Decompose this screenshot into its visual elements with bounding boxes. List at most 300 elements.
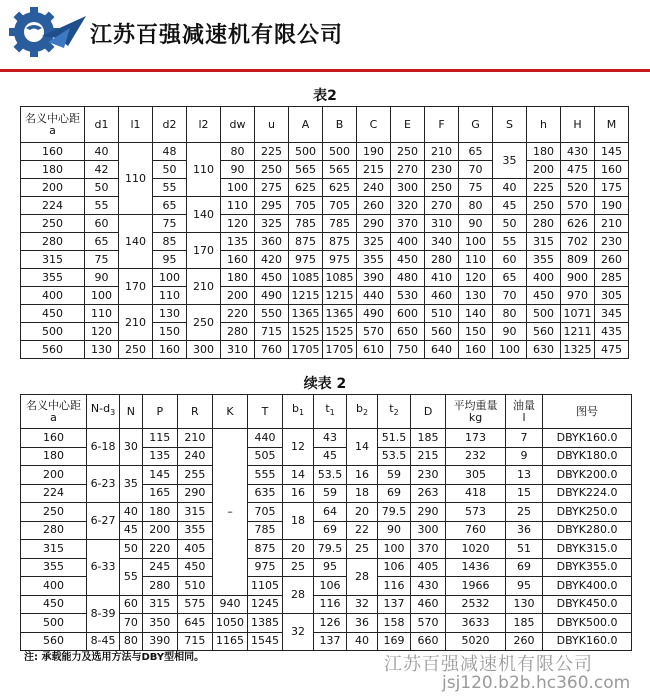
table-cell: 340: [425, 233, 459, 251]
table-cell: 250: [391, 143, 425, 161]
table-cell: DBYK400.0: [543, 577, 632, 596]
table-cell: 180: [142, 503, 177, 522]
table-cell: 170: [119, 269, 153, 305]
table-row: [21, 143, 650, 161]
table-cell: 190: [595, 197, 629, 215]
table-cell: 70: [459, 161, 493, 179]
header-cell-text: t: [325, 402, 330, 416]
table-cell: 220: [221, 305, 255, 323]
table-cell: 1525: [289, 323, 323, 341]
table-cell: 110: [153, 287, 187, 305]
header-cell-text: 2: [362, 408, 369, 418]
table-cell: 215: [411, 447, 446, 466]
table-cell: 55: [120, 558, 143, 595]
header-cell: E: [391, 107, 425, 143]
header-cell: A: [289, 107, 323, 143]
table-cell: 760: [255, 341, 289, 359]
table-cell: 13: [505, 466, 542, 485]
table-cell: 400: [21, 287, 85, 305]
table-cell: 440: [357, 287, 391, 305]
table-cell: 106: [378, 558, 411, 577]
table-cell: 400: [391, 233, 425, 251]
table-cell: 36: [347, 614, 378, 633]
table-cell: 36: [505, 521, 542, 540]
table-cell: 430: [411, 577, 446, 596]
table-cell: 625: [289, 179, 323, 197]
table-cell: DBYK355.0: [543, 558, 632, 577]
table-cell: 220: [142, 540, 177, 559]
table-cell: 200: [21, 179, 85, 197]
header-cell: [505, 395, 542, 429]
table-cell: 137: [314, 632, 347, 651]
header-cell-text: 2: [393, 408, 399, 418]
table-cell: 450: [177, 558, 212, 577]
table-cell: 490: [357, 305, 391, 323]
table-cell: 280: [21, 233, 85, 251]
table-cell: 500: [323, 143, 357, 161]
table-cell: 55: [493, 233, 527, 251]
table-cell: 16: [347, 466, 378, 485]
table2-specs: [20, 394, 632, 651]
table-row: [21, 305, 650, 323]
table-cell: 180: [21, 161, 85, 179]
table-cell: 1165: [212, 632, 247, 651]
table-cell: 705: [248, 503, 283, 522]
table-cell: 65: [459, 143, 493, 161]
table-cell: 460: [411, 595, 446, 614]
table-cell: 65: [85, 233, 119, 251]
table-cell: 175: [595, 179, 629, 197]
table-cell: 25: [283, 558, 314, 577]
header-cell: u: [255, 107, 289, 143]
table-cell: DBYK315.0: [543, 540, 632, 559]
table-cell: 90: [378, 521, 411, 540]
table-cell: 610: [357, 341, 391, 359]
table-cell: 270: [391, 161, 425, 179]
header-cell: [87, 395, 120, 429]
table-cell: 345: [595, 305, 629, 323]
table-cell: 635: [248, 484, 283, 503]
table-cell: 116: [378, 577, 411, 596]
table-cell: 210: [595, 215, 629, 233]
header-cell-text: N-d: [90, 402, 111, 416]
header-cell: d1: [85, 107, 119, 143]
header-cell: C: [357, 107, 391, 143]
header-cell: [446, 395, 506, 429]
table-cell: 90: [85, 269, 119, 287]
table-cell: 245: [142, 558, 177, 577]
table-cell: 702: [561, 233, 595, 251]
table-cell: 1365: [323, 305, 357, 323]
table-cell: 360: [255, 233, 289, 251]
table-cell: 240: [177, 447, 212, 466]
table-cell: 355: [21, 558, 87, 577]
table-cell: 40: [493, 179, 527, 197]
table-cell: 169: [378, 632, 411, 651]
table-cell: 5020: [446, 632, 506, 651]
table-cell: 760: [446, 521, 506, 540]
header-cell: F: [425, 107, 459, 143]
table-cell: 130: [85, 341, 119, 359]
header-cell: M: [595, 107, 629, 143]
table-cell: 560: [21, 632, 87, 651]
table-cell: 405: [411, 558, 446, 577]
header-cell: S: [493, 107, 527, 143]
table-cell: 255: [177, 466, 212, 485]
table-cell: 280: [221, 323, 255, 341]
table-cell: 18: [347, 484, 378, 503]
table-cell: 165: [142, 484, 177, 503]
table-cell: 40: [85, 143, 119, 161]
header-cell: d2: [153, 107, 187, 143]
header-cell: 图号: [543, 395, 632, 429]
table-cell: 20: [347, 503, 378, 522]
table-cell: 20: [283, 540, 314, 559]
table-cell: 6-23: [87, 466, 120, 503]
table-cell: 3633: [446, 614, 506, 633]
header-cell: l1: [119, 107, 153, 143]
table-cell: 32: [347, 595, 378, 614]
table-cell: 50: [153, 161, 187, 179]
table-cell: 315: [177, 503, 212, 522]
table-cell: 410: [425, 269, 459, 287]
header-cell: [21, 395, 87, 429]
table-cell: 1085: [289, 269, 323, 287]
table-cell: 59: [314, 484, 347, 503]
table-cell: 300: [391, 179, 425, 197]
table-cell: 100: [85, 287, 119, 305]
table-row: [21, 341, 650, 359]
table-cell: 310: [221, 341, 255, 359]
table-cell: 520: [561, 179, 595, 197]
table-cell: 100: [153, 269, 187, 287]
table-cell: 975: [248, 558, 283, 577]
table-cell: DBYK200.0: [543, 466, 632, 485]
table-row: [21, 233, 650, 251]
table-cell: 418: [446, 484, 506, 503]
table-cell: 560: [21, 341, 85, 359]
table-cell: 7: [505, 429, 542, 448]
table-cell: 100: [493, 341, 527, 359]
table-cell: 45: [493, 197, 527, 215]
table-cell: 130: [505, 595, 542, 614]
table-cell: 230: [411, 466, 446, 485]
table-cell: 260: [357, 197, 391, 215]
table-cell: 575: [177, 595, 212, 614]
table-cell: 315: [21, 540, 87, 559]
header-cell: N: [120, 395, 143, 429]
table-cell: 480: [391, 269, 425, 287]
table-cell: 200: [21, 466, 87, 485]
table-cell: 210: [425, 143, 459, 161]
table-cell: 95: [153, 251, 187, 269]
table-cell: 1545: [248, 632, 283, 651]
table-cell: 450: [391, 251, 425, 269]
table-cell: 875: [289, 233, 323, 251]
table-cell: 475: [595, 341, 629, 359]
table-row: [21, 429, 632, 448]
footnote: 注: 承载能力及选用方法与DBY型相同。: [24, 652, 205, 663]
table-cell: 160: [21, 429, 87, 448]
table-cell: 785: [323, 215, 357, 233]
header-cell-text: 名义中心距: [25, 111, 80, 125]
table-cell: DBYK250.0: [543, 503, 632, 522]
table-cell: 1050: [212, 614, 247, 633]
table-cell: 45: [120, 521, 143, 540]
table-cell: 145: [142, 466, 177, 485]
table-cell: 120: [85, 323, 119, 341]
table-cell: 140: [459, 305, 493, 323]
table-cell: 1105: [248, 577, 283, 596]
table-cell: 325: [357, 233, 391, 251]
table-cell: 80: [459, 197, 493, 215]
table-cell: 315: [21, 251, 85, 269]
watermark-site: jsj120.b2b.hc360.com: [442, 673, 631, 693]
table-cell: 130: [153, 305, 187, 323]
table-cell: 280: [527, 215, 561, 233]
table-cell: 875: [248, 540, 283, 559]
table-cell: 12: [283, 429, 314, 466]
header-cell: [314, 395, 347, 429]
table-cell: 225: [255, 143, 289, 161]
table-cell: 370: [411, 540, 446, 559]
table-cell: 230: [595, 233, 629, 251]
table-cell: 510: [177, 577, 212, 596]
table-cell: 85: [153, 233, 187, 251]
table2-caption: 续表 2: [303, 376, 347, 392]
table-cell: 43: [314, 429, 347, 448]
table-cell: 355: [21, 269, 85, 287]
table-cell: 430: [561, 143, 595, 161]
header-cell: [347, 395, 378, 429]
table-cell: 64: [314, 503, 347, 522]
table-cell: 140: [119, 215, 153, 269]
table-cell: 510: [425, 305, 459, 323]
table-cell: 350: [142, 614, 177, 633]
table-cell: 295: [255, 197, 289, 215]
table-cell: 280: [21, 521, 87, 540]
table-cell: 6-18: [87, 429, 120, 466]
table-cell: DBYK500.0: [543, 614, 632, 633]
table-cell: 69: [378, 484, 411, 503]
table-row: [21, 215, 650, 233]
header-cell: dw: [221, 107, 255, 143]
table-cell: 22: [347, 521, 378, 540]
table-cell: 160: [221, 251, 255, 269]
table-cell: 25: [505, 503, 542, 522]
table-cell: 630: [527, 341, 561, 359]
table-cell: 50: [120, 540, 143, 559]
table-cell: 185: [505, 614, 542, 633]
header-cell: H: [561, 107, 595, 143]
table-cell: 120: [459, 269, 493, 287]
header-divider: [0, 69, 650, 72]
table-cell: 290: [177, 484, 212, 503]
table-cell: 400: [21, 577, 87, 596]
table-cell: 180: [21, 447, 87, 466]
table-cell: 875: [323, 233, 357, 251]
table-cell: 405: [177, 540, 212, 559]
table-cell: 250: [527, 197, 561, 215]
table-cell: 48: [153, 143, 187, 161]
table-cell: 126: [314, 614, 347, 633]
table1-dimensions: [20, 106, 650, 359]
table-cell: 145: [595, 143, 629, 161]
table-cell: 550: [255, 305, 289, 323]
table-cell: 250: [425, 179, 459, 197]
table-cell: 15: [505, 484, 542, 503]
table-cell: 1705: [289, 341, 323, 359]
table-cell: 325: [255, 215, 289, 233]
table-cell: 250: [255, 161, 289, 179]
header-cell-text: 3: [110, 408, 116, 418]
table-cell: 130: [459, 287, 493, 305]
table-cell: 355: [177, 521, 212, 540]
table-row: [21, 161, 650, 179]
table-cell: 280: [142, 577, 177, 596]
table-cell: 785: [248, 521, 283, 540]
table-cell: 809: [561, 251, 595, 269]
table-cell: 260: [595, 251, 629, 269]
table-cell: 224: [21, 484, 87, 503]
table-cell: 290: [357, 215, 391, 233]
table-cell: 1365: [289, 305, 323, 323]
table-row: [21, 251, 650, 269]
table-cell: 420: [255, 251, 289, 269]
table-cell: 715: [177, 632, 212, 651]
table-cell: 940: [212, 595, 247, 614]
table-cell: 110: [85, 305, 119, 323]
table-cell: 55: [85, 197, 119, 215]
table-cell: 310: [425, 215, 459, 233]
table-cell: 300: [187, 341, 221, 359]
table-cell: 200: [142, 521, 177, 540]
table-cell: 53.5: [378, 447, 411, 466]
table-cell: 210: [187, 269, 221, 305]
table-cell: 570: [357, 323, 391, 341]
table-cell: 565: [323, 161, 357, 179]
table-cell: 1436: [446, 558, 506, 577]
header-cell: G: [459, 107, 493, 143]
table-cell: 200: [221, 287, 255, 305]
table-cell: 70: [493, 287, 527, 305]
table-cell: 1385: [248, 614, 283, 633]
table-row: [21, 179, 650, 197]
table-cell: 100: [221, 179, 255, 197]
header-row: [21, 395, 632, 429]
table-cell: 715: [255, 323, 289, 341]
table-cell: 35: [120, 466, 143, 503]
table-cell: 160: [21, 143, 85, 161]
header-cell-text: b: [292, 402, 299, 416]
table-cell: 475: [561, 161, 595, 179]
table-cell: 170: [187, 233, 221, 269]
table-cell: 200: [527, 161, 561, 179]
table-cell: 28: [283, 577, 314, 614]
table-cell: 640: [425, 341, 459, 359]
header-cell: h: [527, 107, 561, 143]
table-cell: 65: [493, 269, 527, 287]
table-cell: 300: [411, 521, 446, 540]
table-cell: 224: [21, 197, 85, 215]
table-cell: 900: [561, 269, 595, 287]
table-cell: 173: [446, 429, 506, 448]
table-cell: 40: [120, 503, 143, 522]
table-cell: 263: [411, 484, 446, 503]
table-cell: DBYK160.0: [543, 429, 632, 448]
table-cell: 555: [248, 466, 283, 485]
table-cell: 18: [283, 503, 314, 540]
table-cell: 135: [142, 447, 177, 466]
header-cell-text: 油量: [513, 398, 536, 412]
watermark-company: 江苏百强减速机有限公司: [384, 654, 593, 675]
table-cell: 1325: [561, 341, 595, 359]
table-cell: 28: [347, 558, 378, 595]
table-cell: 1525: [323, 323, 357, 341]
table-cell: 55: [153, 179, 187, 197]
header-cell: [21, 107, 85, 143]
table-cell: 505: [248, 447, 283, 466]
table-cell: 250: [21, 215, 85, 233]
table-cell: 69: [314, 521, 347, 540]
table-cell: 290: [411, 503, 446, 522]
table-cell: 8-39: [87, 595, 120, 632]
table-cell: 355: [357, 251, 391, 269]
header-cell-text: 名义中心距: [26, 398, 82, 412]
table-cell: 565: [289, 161, 323, 179]
table-cell: 2532: [446, 595, 506, 614]
header-cell-text: b: [355, 402, 363, 416]
table-cell: 35: [493, 143, 527, 179]
table-cell: 8-45: [87, 632, 120, 651]
header-cell-text: a: [50, 410, 57, 424]
table-row: [21, 540, 632, 559]
table-cell: 390: [142, 632, 177, 651]
table1-caption: 表2: [313, 88, 337, 104]
header-cell: T: [248, 395, 283, 429]
table-cell: 450: [255, 269, 289, 287]
table-cell: 115: [142, 429, 177, 448]
table-cell: 450: [527, 287, 561, 305]
table-cell: 190: [357, 143, 391, 161]
table-cell: 560: [425, 323, 459, 341]
table-cell: 1215: [323, 287, 357, 305]
table-cell: 110: [187, 143, 221, 197]
table-cell: DBYK280.0: [543, 521, 632, 540]
table-row: [21, 466, 632, 485]
header-row: [21, 107, 650, 143]
table-cell: 500: [527, 305, 561, 323]
table-cell: 75: [459, 179, 493, 197]
table-cell: 42: [85, 161, 119, 179]
header-cell-text: l: [522, 410, 526, 424]
table-cell: 450: [21, 595, 87, 614]
table-cell: 1020: [446, 540, 506, 559]
table-cell: 16: [283, 484, 314, 503]
page-header: [0, 0, 650, 72]
table-cell: 60: [85, 215, 119, 233]
header-cell: [378, 395, 411, 429]
table-cell: 140: [187, 197, 221, 233]
header-cell-text: 平均重量: [453, 398, 498, 412]
table-cell: 530: [391, 287, 425, 305]
table-cell: 560: [527, 323, 561, 341]
table-cell: 180: [527, 143, 561, 161]
table-cell: 370: [391, 215, 425, 233]
header-cell-text: 1: [299, 408, 305, 418]
table-cell: 90: [493, 323, 527, 341]
table-cell: 40: [347, 632, 378, 651]
